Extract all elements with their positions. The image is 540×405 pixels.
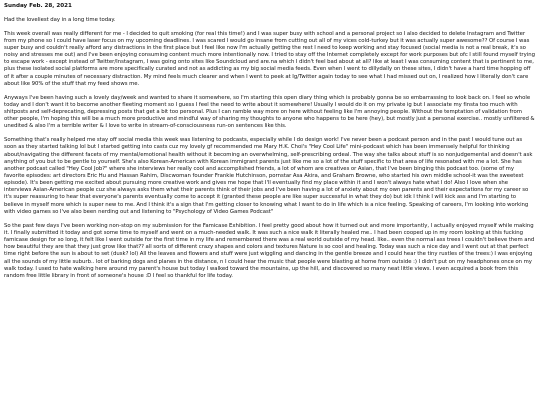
paragraph-podcasts: Something that's really helped me stay off social media this week was listening to podcasts, especially while I do design work! I've never been a podcast person and in the past I would tune out as soon as they started talking lol but I started getting into casts cuz my lovely gf recommended me Mary H.K. Choi's "Hey Cool Life" mini-podcast which has been immensely helpful for thinking about/navigating the different facets of my mental/emotional health without it becoming an overwhelming, self-prescribing ordeal. The way she talks about stuff is so nonjudgemental and doesn't ask anything of you but to be gentle to yourself. She's also Korean-American with Korean immigrant parents just like me so a lot of the stuff specific to that area of life resonated with me a lot. She has another podcast called "Hey Cool Job?" where she interviews her really cool and accomplished friends, a lot of whom are creatives or Asian, that I've been binging this podcast too. (some of my favorite episodes: art directors Eric Hu and Hassan Rahim, Discwoman founder Frankie Hutchinson, pornstar Asa Akira, and Graham Browne, who started his own middle school-it was the sweetest episode). It's been getting me excited about pursuing more creative work and gives me hope that I'll eventually find my place within it and I won't always hate what I do! Also I love when she interviews Asian-American people cuz she always asks them what their parents think of their jobs and I've been having a lot of anxiety about my own parents and their expectations for my career so it's super reassuring to hear that everyone's parents eventually come to accept it (granted these people are like super successful in what they do) but idk I think I will kick ass and I'm starting to believe in myself more which is super new to me. And I think it's a sign that I'm getting closer to knowing what I want to do in life which is a nice feeling. Speaking of careers, I'm looking into working with video games so I've also been nerding out and listening to "Psychology of Video Games Podcast" <box>4 137 533 215</box>
paragraph-famicase-walk: So the past few days I've been working non-stop on my submission for the Famicase Exhibition. I feel pretty good about how it turned out and more importantly, I actually enjoyed myself while making it. I finally submitted it today and got some time to myself and went on a much-needed walk. It was such a nice walk it literally healed me.. I had been cooped up in my room looking at this fucking famicase design for so long, it felt like I went outside for the first time in my life and remembered there was a real world outside of my head. like.. even the normal ass trees I couldn't believe them and how beautiful they are that they just grow like that?? all sorts of different crazy shapes and colors and textures Nature is so cool and healing. Today was such a nice day and I went out at that perfect time right before the sun is about to set (dusk? lol) All the leaves and flowers and stuff were just wiggling and dancing in the gentle breeze and I could hear the tiny rustles of the trees:) I was enjoying all the sounds of my little suburb.. lot of barking dogs and planes in the distance, n I could hear the music that people were blasting at home from outside :) I didn't put on my headphones once on my walk today. I used to hate walking here around my parent's house but today I walked toward the mountains, up the hill, and discovered so many neat little views. I even acquired a book from this random free little library in front of someone's house :D I feel so thankful for life today. <box>4 222 535 279</box>
paragraph-quitting-social-media: This week overall was really different for me - I decided to quit smoking (for real this time!) and I was super busy with school and a personal project so I also decided to delete Instagram and Twitter from my phone so I could have laser focus on my upcoming deadlines. I was scared I would go insane from cutting out all of my vices cold-turkey but it was actually super awesome?? Of course I was super busy and couldn't really afford any distractions in the first place but I feel like now I'm actually getting the rest I need to keep working and stay focused (social media is not a real break, it's so noisy and stresses me out) and I've been enjoying consuming content much more intentionally now. I tried to stay off the Internet completely except for work purposes but ofc I still found myself trying to escape work - except instead of Twitter/Instagram, I was going onto sites like Soundcloud and are.na which I didn't feel bad about at all? like at least I was consuming content that is pertinent to me, plus these isolated social platforms are more specifically curated and not as addicting as my big social media feeds. Even when I went to dillydally on these sites, I didn't have a hard time hopping off of it after a couple minutes of necessary distraction. My mind feels much clearer and when I went to peek at Ig/Twitter again today to see what I had missed out on, I realized how I literally don't care about like 90% of the stuff that my feed shows me. <box>4 30 535 87</box>
entry-date: Sunday Feb. 28, 2021 <box>4 3 72 9</box>
paragraph-open-diary: Anyways I've been having such a lovely day/week and wanted to share it somewhere, so I'm starting this open diary thing which is probably gonna be so embarrassing to look back on. I feel so whole today and I don't want it to become another fleeting moment so I guess I feel the need to write about it somewhere! Usually I would do it on my private ig but I associate my finsta too much with shitposts and self-deprecating, depressing posts that get a bit too personal. Plus I can ramble way more on here without feeling like I'm annoying people. Without the temptation of validation from other people, I'm hoping this will be a much more productive and mindful way of sharing my thoughts to anyone who happens to be here (hey), but mostly just a personal exercise.. mostly unfiltered & unedited & also I'm a terrible writer & I love to write in stream-of-consciousness run-on sentences like this. <box>4 94 535 130</box>
paragraph-intro: Had the loveliest day in a long time today. <box>4 16 116 23</box>
diary-page <box>4 3 536 287</box>
